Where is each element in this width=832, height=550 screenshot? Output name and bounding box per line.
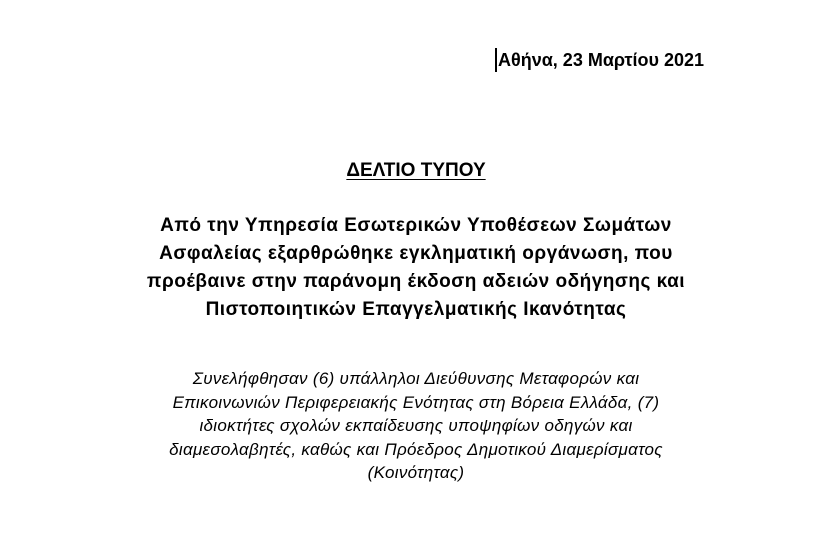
text-cursor xyxy=(495,48,497,72)
subheadline-line: διαμεσολαβητές, καθώς και Πρόεδρος Δημοτικού Διαμερίσματος xyxy=(169,439,663,459)
subheadline-line: Συνελήφθησαν (6) υπάλληλοι Διεύθυνσης Μεταφορών και xyxy=(192,369,640,388)
headline xyxy=(0,212,832,324)
subheadline-line: ιδιοκτήτες σχολών εκπαίδευσης υποψηφίων οδηγών και xyxy=(199,416,633,435)
subheadline xyxy=(0,367,832,485)
headline-line: προέβαινε στην παράνομη έκδοση αδειών οδήγησης και xyxy=(146,271,686,292)
subheadline-line: (Κοινότητας) xyxy=(367,463,465,482)
headline-line: Πιστοποιητικών Επαγγελματικής Ικανότητας xyxy=(205,299,627,320)
press-release-heading: ΔΕΛΤΙΟ ΤΥΠΟΥ xyxy=(346,160,486,181)
headline-line: Από την Υπηρεσία Εσωτερικών Υποθέσεων Σωμάτων xyxy=(160,215,672,236)
headline-line: Ασφαλείας εξαρθρώθηκε εγκληματική οργάνωση, που xyxy=(159,243,673,264)
subheadline-line: Επικοινωνιών Περιφερειακής Ενότητας στη Βόρεια Ελλάδα, (7) xyxy=(172,392,660,412)
date-line: Αθήνα, 23 Μαρτίου 2021 xyxy=(498,50,705,70)
